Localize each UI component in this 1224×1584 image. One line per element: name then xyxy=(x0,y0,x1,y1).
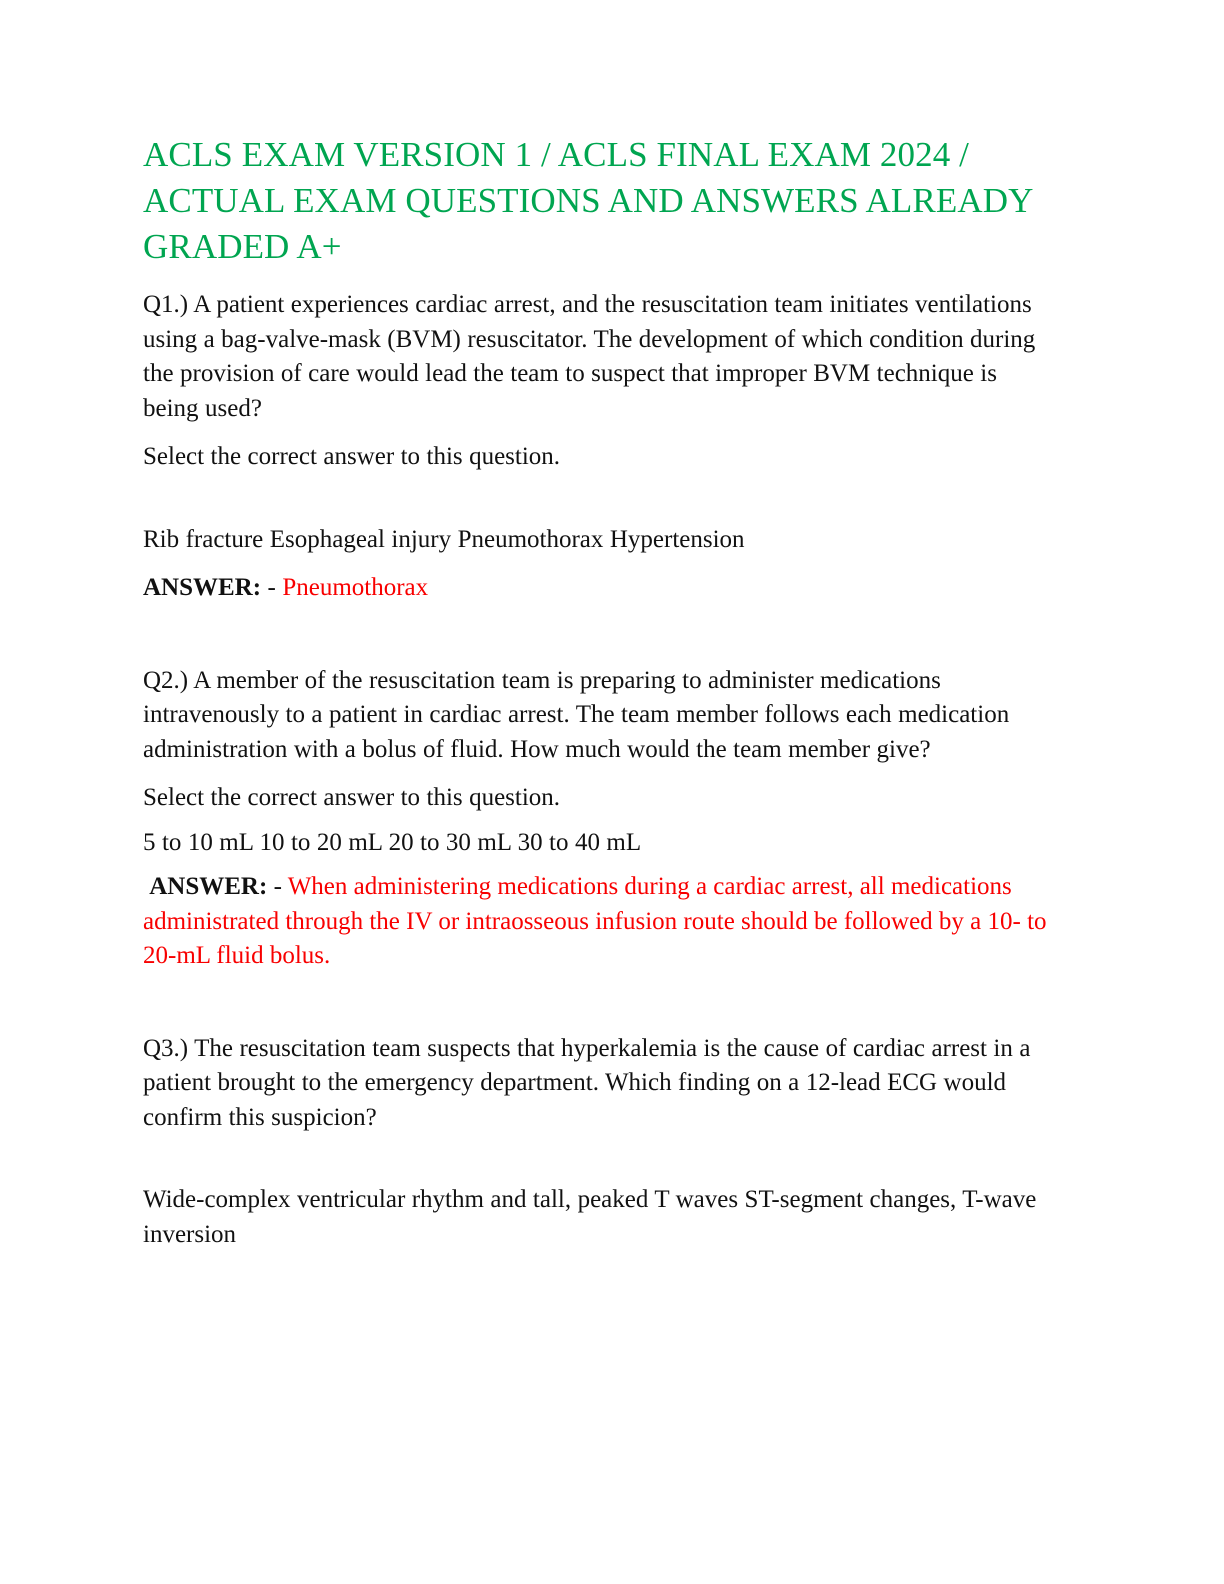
answer-value: When administering medications during a cardiac arrest, all medications administrated through the IV or intraosseous infusion route should be followed by a 10- to 20-mL fluid bolus. xyxy=(143,873,1047,969)
question-2-options: 5 to 10 mL 10 to 20 mL 20 to 30 mL 30 to 40 mL xyxy=(143,828,642,856)
answer-value: Pneumothorax xyxy=(282,574,429,601)
page-title: ACLS EXAM VERSION 1 / ACLS FINAL EXAM 2024 / ACTUAL EXAM QUESTIONS AND ANSWERS ALREADY GRADED A+ xyxy=(143,135,1033,266)
spacer-line xyxy=(143,988,1058,1032)
answer-dash: - xyxy=(267,873,288,900)
answer-dash: - xyxy=(261,574,283,601)
spacer-line xyxy=(143,620,1058,664)
answer-label: ANSWER: xyxy=(149,873,268,900)
question-3-prompt: Q3.) The resuscitation team suspects that hyperkalemia is the cause of cardiac arrest in a patient brought to the emergency department. Which finding on a 12-lead ECG would confirm this suspicion? xyxy=(143,1034,1031,1131)
spacer-line xyxy=(143,489,1058,523)
question-2-answer xyxy=(143,870,1058,974)
answer-label: ANSWER: xyxy=(143,574,262,601)
question-1-answer xyxy=(143,571,1058,606)
question-1-options: Rib fracture Esophageal injury Pneumothorax Hypertension xyxy=(143,525,745,553)
question-3-options: Wide-complex ventricular rhythm and tall, peaked T waves ST-segment changes, T-wave inversion xyxy=(143,1186,1037,1248)
question-2-instruction: Select the correct answer to this question. xyxy=(143,784,561,811)
question-1-instruction: Select the correct answer to this question. xyxy=(143,443,561,470)
question-1-prompt: Q1.) A patient experiences cardiac arrest, and the resuscitation team initiates ventilations using a bag-valve-mask (BVM) resuscitator. The development of which condition during the provision of care would lead the team to suspect that improper BVM technique is being used? xyxy=(143,291,1036,422)
question-2-prompt: Q2.) A member of the resuscitation team is preparing to administer medications intravenously to a patient in cardiac arrest. The team member follows each medication administration with a bolus of fluid. How much would the team member give? xyxy=(143,666,1010,763)
spacer-line xyxy=(143,1149,1058,1183)
document-content xyxy=(143,132,1058,1266)
